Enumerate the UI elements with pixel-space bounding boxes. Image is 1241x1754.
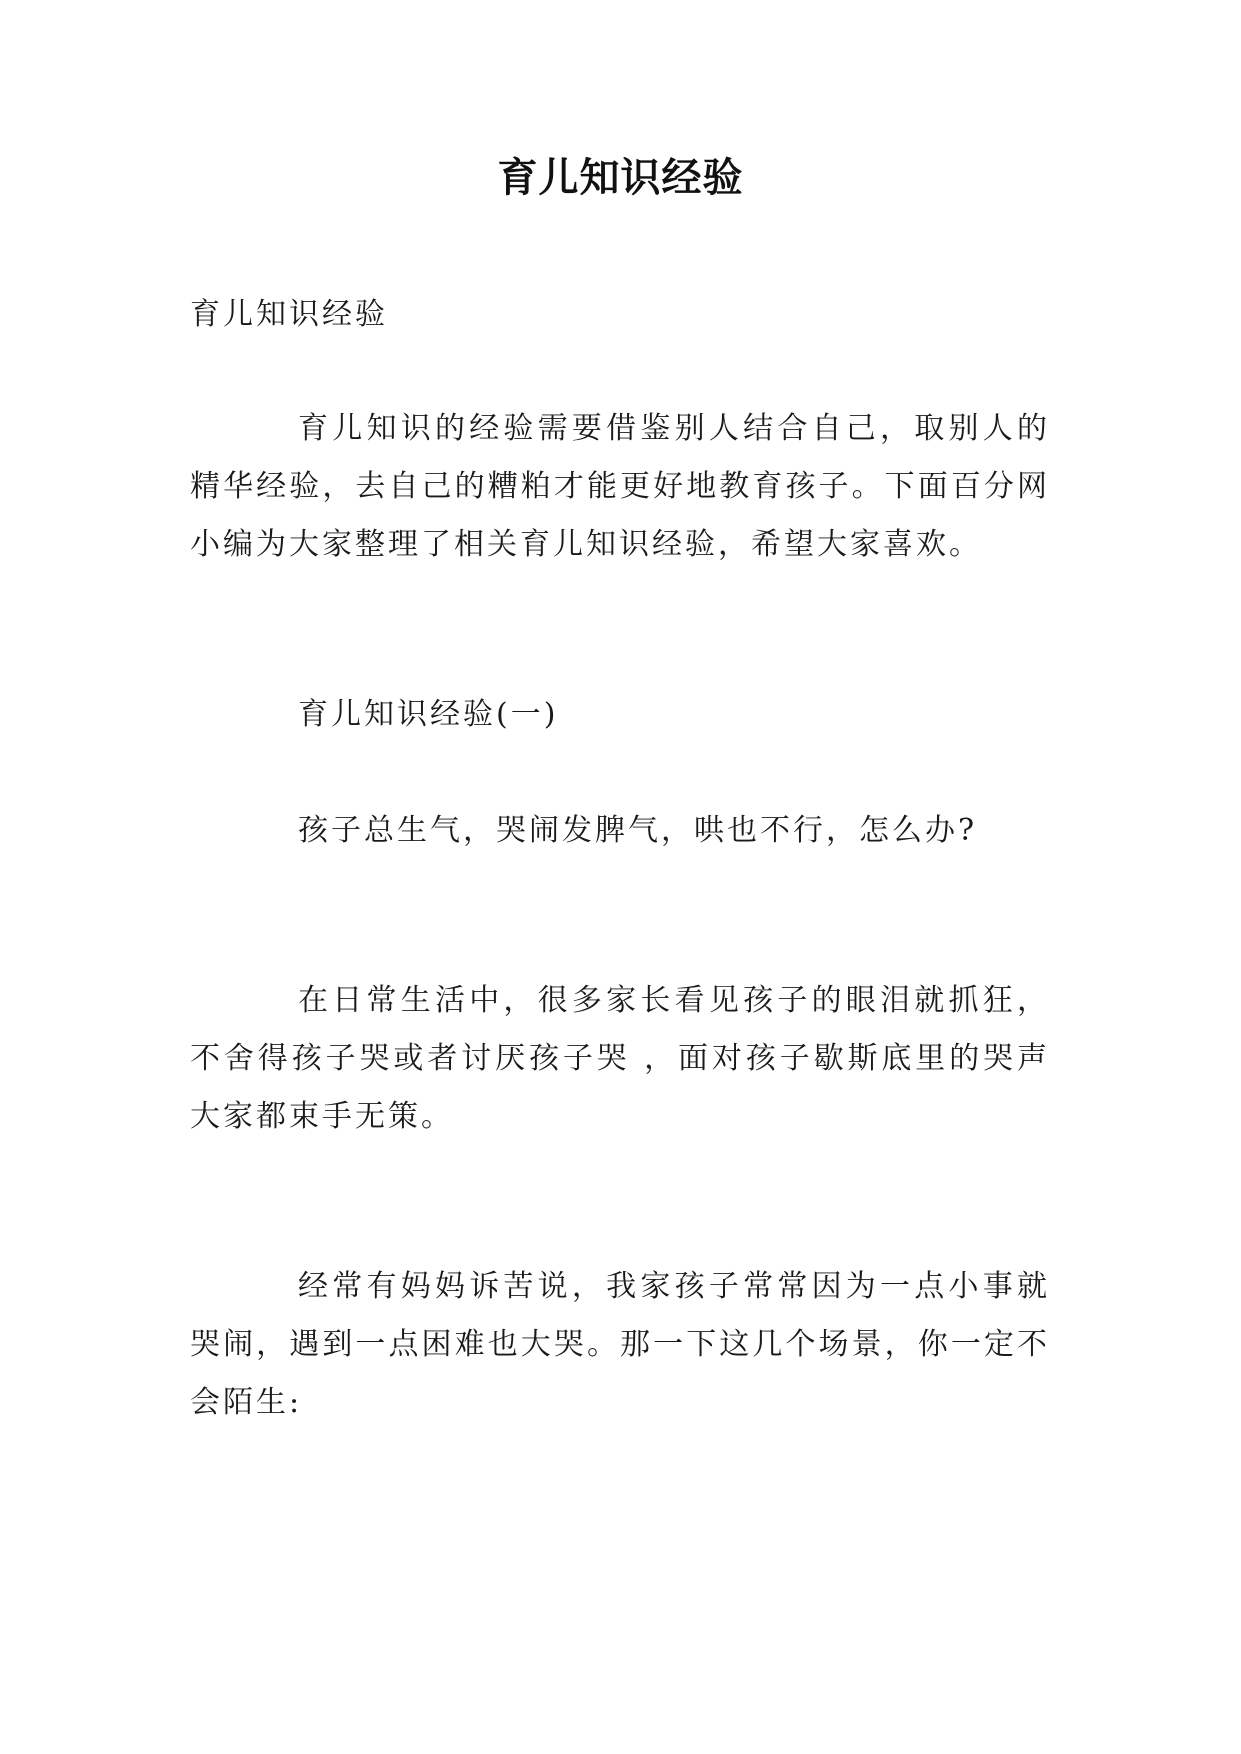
intro-paragraph: 育儿知识的经验需要借鉴别人结合自己，取别人的精华经验，去自己的糟粕才能更好地教育孩子。下面百分网小编为大家整理了相关育儿知识经验，希望大家喜欢。	[190, 411, 1050, 562]
page-title: 育儿知识经验	[497, 155, 744, 201]
section-heading: 育儿知识经验(一)	[298, 697, 559, 732]
document-subtitle: 育儿知识经验	[190, 297, 388, 332]
body-paragraph: 在日常生活中，很多家长看见孩子的眼泪就抓狂，不舍得孩子哭或者讨厌孩子哭 ，面对孩子歇斯底里的哭声大家都束手无策。	[190, 983, 1050, 1134]
body-paragraph: 经常有妈妈诉苦说，我家孩子常常因为一点小事就哭闹，遇到一点困难也大哭。那一下这几个场景，你一定不会陌生:	[190, 1269, 1050, 1420]
question-paragraph: 孩子总生气，哭闹发脾气，哄也不行，怎么办?	[298, 813, 978, 848]
